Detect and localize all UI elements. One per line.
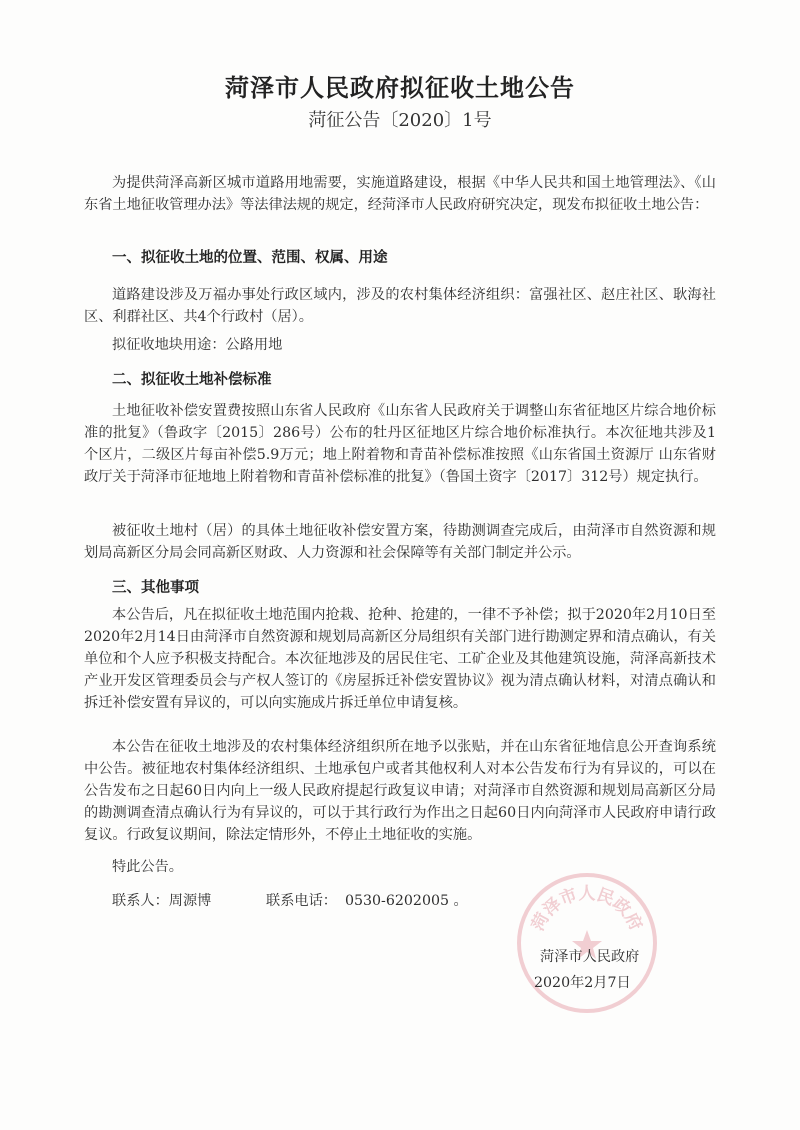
section-1-paragraph-1 xyxy=(84,284,716,328)
contact-phone-label: 联系电话： xyxy=(266,893,337,909)
section-1-text-1: 道路建设涉及万福办事处行政区域内，涉及的农村集体经济组织：富强社区、赵庄社区、耿海社区、利群社区、共4个行政村（居）。 xyxy=(84,287,716,325)
section-3-text-2: 本公告在征收土地涉及的农村集体经济组织所在地予以张贴，并在山东省征地信息公开查询系统中公告。被征地农村集体经济组织、土地承包户或者其他权利人对本公告发布行为有异议的，可以在公告发布之日起60日内向上一级人民政府提起行政复议申请；对菏泽市自然资源和规划局高新区分局的勘测调查清点确认行为有异议的，可以于其行政行为作出之日起60日内向菏泽市人民政府申请行政复议。行政复议期间，除法定情形外，不停止土地征收的实施。 xyxy=(84,739,716,843)
section-3-text-1: 本公告后，凡在拟征收土地范围内抢栽、抢种、抢建的，一律不予补偿；拟于2020年2月10日至 2020年2月14日由菏泽市自然资源和规划局高新区分局组织有关部门进行勘测定界和清点确认，有关单位和个人应予积极支持配合。本次征地涉及的居民住宅、工矿企业及其他建筑设施，菏泽高新技术产业开发区管理委员会与产权人签订的《房屋拆迁补偿安置协议》视为清点确认材料，对清点确认和拆迁补偿安置有异议的，可以向实施成片拆迁单位申请复核。 xyxy=(84,607,716,711)
issuer-name: 菏泽市人民政府 xyxy=(540,949,640,965)
official-seal-icon xyxy=(512,868,662,1018)
section-2-text-1: 土地征收补偿安置费按照山东省人民政府《山东省人民政府关于调整山东省征地区片综合地价标准的批复》（鲁政字〔2015〕286号）公布的牡丹区征地区片综合地价标准执行。本次征地共涉及1个区片，二级区片每亩补偿5.9万元；地上附着物和青苗补偿标准按照《山东省国土资源厅 山东省财政厅关于菏泽市征地地上附着物和青苗补偿标准的批复》（鲁国土资字〔2017〕312号）规定执行。 xyxy=(84,403,716,485)
section-3-paragraph-1 xyxy=(84,604,716,714)
section-2-text-2: 被征收土地村（居）的具体土地征收补偿安置方案，待勘测调查完成后，由菏泽市自然资源和规划局高新区分局会同高新区财政、人力资源和社会保障等有关部门制定并公示。 xyxy=(84,523,716,561)
section-3-paragraph-2 xyxy=(84,736,716,846)
section-2-heading: 二、拟征收土地补偿标准 xyxy=(112,372,272,388)
section-3-heading: 三、其他事项 xyxy=(112,580,199,596)
section-1-paragraph-2 xyxy=(84,334,716,356)
contact-person-label: 联系人： xyxy=(112,893,169,909)
contact-person-name: 周源博 xyxy=(168,893,212,909)
section-2-paragraph-1 xyxy=(84,400,716,488)
document-title: 菏泽市人民政府拟征收土地公告 xyxy=(225,74,575,102)
contact-phone-number: 0530-6202005 。 xyxy=(344,893,468,909)
closing-text: 特此公告。 xyxy=(112,859,183,875)
issue-date: 2020年2月7日 xyxy=(534,975,631,991)
section-1-heading: 一、拟征收土地的位置、范围、权属、用途 xyxy=(112,250,388,266)
intro-paragraph xyxy=(84,172,716,216)
intro-text: 为提供菏泽高新区城市道路用地需要，实施道路建设，根据《中华人民共和国土地管理法》、《山东省土地征收管理办法》等法律法规的规定，经菏泽市人民政府研究决定，现发布拟征收土地公告： xyxy=(84,175,716,213)
contact-person xyxy=(112,890,211,910)
seal-text: 菏泽市人民政府 xyxy=(528,884,646,935)
section-1-text-2: 拟征收地块用途：公路用地 xyxy=(112,337,283,353)
section-2-paragraph-2 xyxy=(84,520,716,564)
contact-phone xyxy=(266,890,468,910)
document-number: 菏征公告〔2020〕1号 xyxy=(308,110,492,131)
